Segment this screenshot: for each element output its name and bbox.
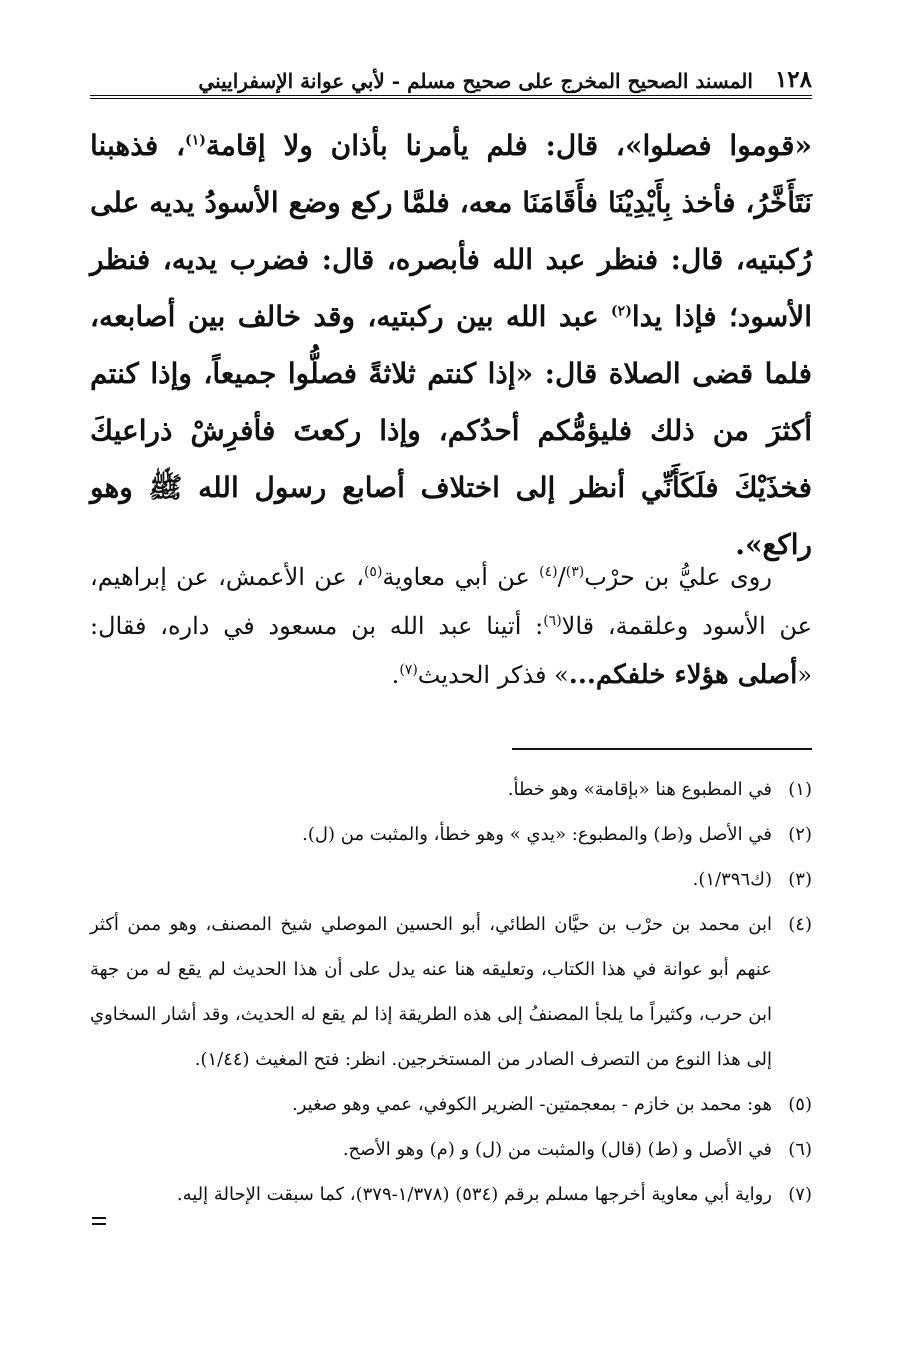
footnote-ref: (١) bbox=[185, 132, 206, 149]
page-number: ١٢٨ bbox=[774, 66, 812, 93]
footnote-ref: (٢) bbox=[611, 303, 632, 320]
footnote-number: (٧) bbox=[788, 1184, 812, 1205]
footnote bbox=[90, 767, 812, 812]
footnote-number: (٣) bbox=[788, 869, 812, 890]
footnote-number: (٥) bbox=[788, 1094, 812, 1115]
footnote-text: رواية أبي معاوية أخرجها مسلم برقم (٥٣٤) (١/٣٧٨-٣٧٩)، كما سبقت الإحالة إليه. bbox=[176, 1184, 772, 1205]
footnote-number: (٦) bbox=[788, 1139, 812, 1160]
narration-paragraph: روى عليُّ بن حرْب$^{(٣)}$/$^{(٤)}$ عن أبي معاوية$^{(٥)}$، عن الأعمش، عن إبراهيم، عن الأسود وعلقمة، قالا$^{(٦)}$: أتينا عبد الله بن مسعود في داره، فقال: «أصلى هؤلاء خلفكم...» فذكر الحديث$^{(٧)}$. bbox=[90, 563, 812, 690]
footnote-ref: (٥) bbox=[363, 564, 383, 580]
hadith-paragraph: «قوموا فصلوا»، قال: فلم يأمرنا بأذان ولا إقامة$^{(١)}$، فذهبنا نَتَأَخَّرُ، فأخذ بِأَيْدِيْنَا فأَقَامَنَا معه، فلمَّا ركع وضع الأسودُ يديه على رُكبتيه، قال: فنظر عبد الله فأبصره، قال: فضرب يديه، فنظر الأسود؛ فإذا يدا$^{(٢)}$ عبد الله بين ركبتيه، وقد خالف بين أصابعه، فلما قضى الصلاة قال: «إذا كنتم ثلاثةً فصلُّوا جميعاً، وإذا كنتم أكثرَ من ذلك فليؤمُّكم أحدُكم، وإذا ركعتَ فأفرِشْ ذراعيكَ فخذَيْكَ فلَكَأَنِّي أنظر إلى اختلاف أصابع رسول الله ﷺ وهو راكع». bbox=[90, 129, 813, 561]
footnote-text: (ك١/٣٩٦). bbox=[692, 869, 772, 890]
book-page bbox=[90, 55, 812, 1366]
footnote-ref: (٧) bbox=[399, 662, 418, 678]
footnote-text: ابن محمد بن حرْب بن حيَّان الطائي، أبو الحسين الموصلي شيخ المصنف، وهو ممن أكثر عنهم أبو عوانة في هذا الكتاب، وتعليقه هنا عنه يدل على أن هذا الحديث لم يقع له من جهة ابن حرب، وكثيراً ما يلجأ المصنفُ إلى هذه الطريقة إذا لم يقع له الحديث، وقد أشار السخاوي إلى هذا النوع من التصرف الصادر من المستخرجين. انظر: فتح المغيث (١/٤٤). bbox=[90, 914, 772, 1070]
running-title: المسند الصحيح المخرج على صحيح مسلم - لأبي عوانة الإسفراييني bbox=[198, 69, 753, 93]
quoted-speech: أصلى هؤلاء خلفكم... bbox=[568, 660, 798, 690]
footnote-ref: (٦) bbox=[543, 613, 562, 629]
footnote-ref: (٤) bbox=[539, 564, 558, 580]
page-header bbox=[90, 55, 812, 99]
hadith-text bbox=[90, 117, 812, 573]
footnote bbox=[90, 812, 812, 857]
footnote-text: في الأصل و(ط) والمطبوع: «يدي » وهو خطأ، والمثبت من (ل). bbox=[302, 824, 772, 845]
footnote bbox=[90, 857, 812, 902]
footnote-text: هو: محمد بن خازم - بمعجمتين- الضرير الكوفي، عمي وهو صغير. bbox=[292, 1094, 772, 1115]
footnote-ref: (٣) bbox=[565, 564, 585, 580]
footnotes bbox=[90, 767, 812, 1217]
narration-text bbox=[90, 553, 812, 700]
footnote-number: (٢) bbox=[788, 824, 812, 845]
footnote bbox=[90, 1127, 812, 1172]
footnote bbox=[90, 1082, 812, 1127]
footnote bbox=[90, 902, 812, 1082]
footnote-text: في الأصل و (ط) (قال) والمثبت من (ل) و (م) وهو الأصح. bbox=[342, 1139, 772, 1160]
footnote-number: (٤) bbox=[788, 914, 812, 935]
footnote-separator bbox=[512, 748, 812, 750]
footnote-number: (١) bbox=[788, 779, 812, 800]
footnote bbox=[90, 1172, 812, 1217]
page-end-mark bbox=[92, 1217, 106, 1225]
footnote-text: في المطبوع هنا «بإقامة» وهو خطأ. bbox=[507, 779, 772, 800]
